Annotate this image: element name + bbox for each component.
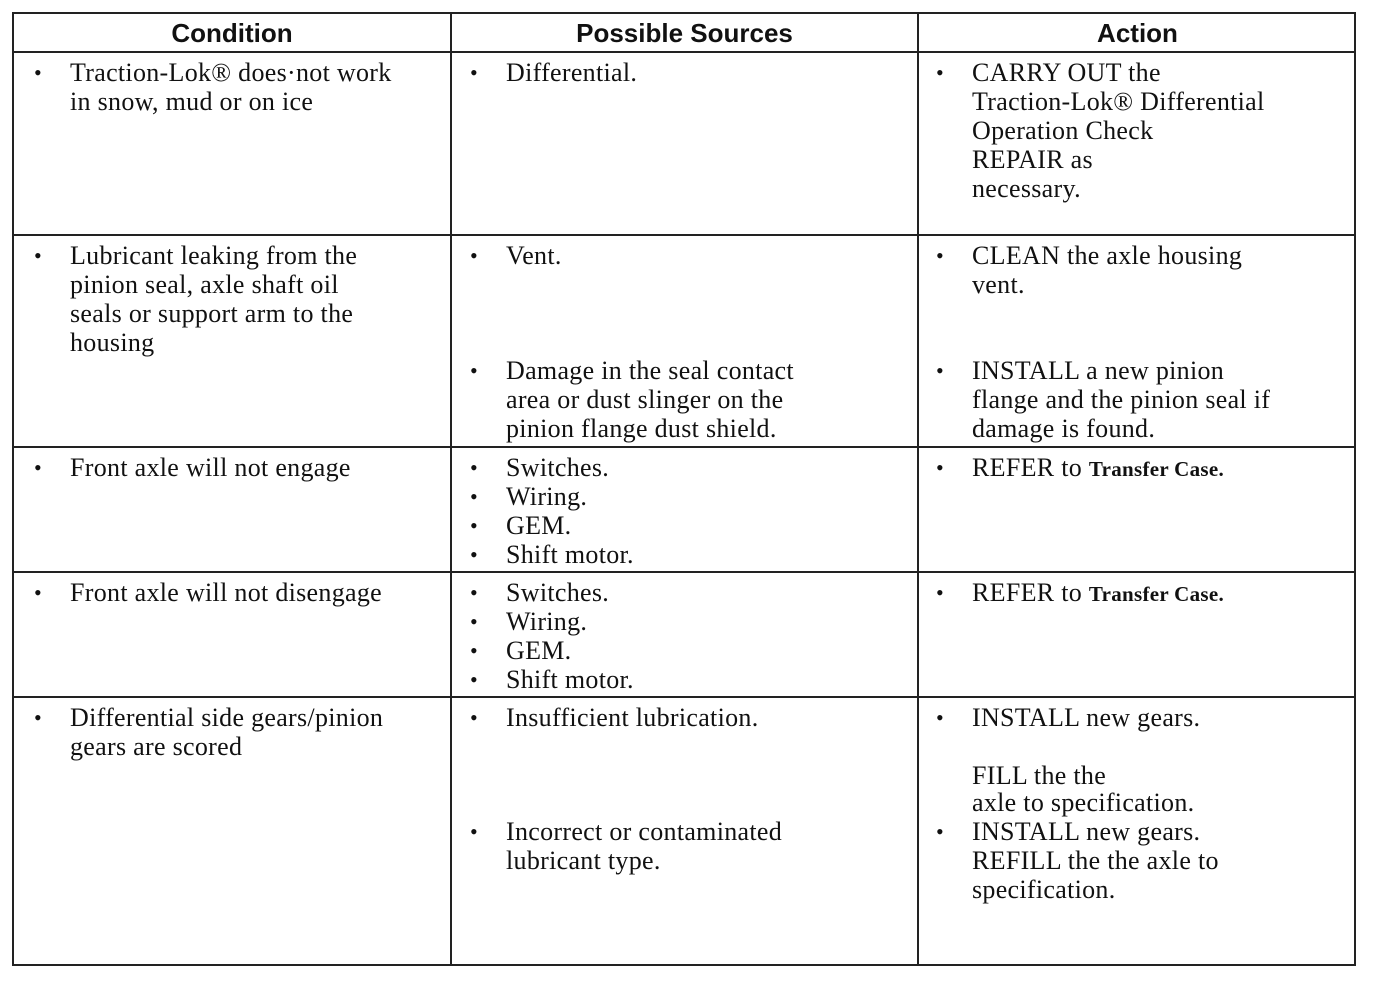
bullet: • — [469, 667, 478, 692]
refer-to-text: REFER to — [972, 578, 1083, 607]
source-text: Shift motor. — [506, 665, 634, 694]
source-text: Switches. — [506, 578, 610, 607]
header-action: Action — [1097, 18, 1178, 48]
source-text: Wiring. — [506, 607, 588, 636]
bullet: • — [469, 60, 478, 85]
condition-text: Front axle will not disengage — [70, 578, 382, 607]
source-text: GEM. — [506, 636, 572, 665]
diagnosis-table — [12, 12, 1356, 966]
action-text — [972, 578, 1350, 609]
bullet: • — [469, 580, 478, 605]
row-divider — [14, 571, 1354, 573]
action-text: INSTALL a new pinion flange and the pinion seal if damage is found. — [972, 356, 1271, 443]
bullet: • — [469, 609, 478, 634]
condition-text: Lubricant leaking from the pinion seal, axle shaft oil seals or support arm to the housing — [70, 241, 358, 357]
bullet: • — [469, 358, 478, 383]
row-divider — [14, 696, 1354, 698]
transfer-case-reference: Transfer Case. — [1088, 457, 1225, 481]
bullet: • — [935, 60, 944, 85]
bullet: • — [935, 580, 944, 605]
header-condition: Condition — [171, 18, 293, 48]
refer-to-text: REFER to — [972, 453, 1083, 482]
bullet: • — [935, 705, 944, 730]
action-text: INSTALL new gears. REFILL the the axle to specification. — [972, 817, 1219, 904]
bullet: • — [469, 484, 478, 509]
bullet: • — [33, 60, 42, 85]
transfer-case-reference: Transfer Case. — [1088, 582, 1225, 606]
bullet: • — [469, 705, 478, 730]
bullet: • — [469, 638, 478, 663]
bullet: • — [33, 243, 42, 268]
condition-text: Traction-Lok® does·not work in snow, mud or on ice — [70, 58, 392, 116]
action-text: CLEAN the axle housing vent. — [972, 241, 1243, 299]
source-text: Shift motor. — [506, 540, 634, 569]
source-text: Switches. — [506, 453, 610, 482]
bullet: • — [935, 243, 944, 268]
condition-text: Differential side gears/pinion gears are scored — [70, 703, 384, 761]
bullet: • — [935, 455, 944, 480]
column-divider — [917, 14, 919, 964]
bullet: • — [33, 705, 42, 730]
bullet: • — [469, 455, 478, 480]
bullet: • — [33, 455, 42, 480]
source-text: GEM. — [506, 511, 572, 540]
row-divider — [14, 446, 1354, 448]
bullet: • — [469, 513, 478, 538]
header-possible-sources: Possible Sources — [576, 18, 793, 48]
row-divider — [14, 234, 1354, 236]
source-text: Differential. — [506, 58, 638, 87]
bullet: • — [33, 580, 42, 605]
condition-text: Front axle will not engage — [70, 453, 351, 482]
action-text: CARRY OUT the Traction-Lok® Differential Operation Check REPAIR as necessary. — [972, 58, 1265, 203]
bullet: • — [469, 243, 478, 268]
bullet: • — [935, 358, 944, 383]
source-text: Incorrect or contaminated lubricant type. — [506, 817, 783, 875]
bullet: • — [935, 819, 944, 844]
source-text: Vent. — [506, 241, 562, 270]
source-text: Damage in the seal contact area or dust slinger on the pinion flange dust shield. — [506, 356, 794, 443]
action-text — [972, 453, 1350, 484]
column-divider — [450, 14, 452, 964]
action-text: INSTALL new gears. — [972, 703, 1201, 732]
bullet: • — [469, 819, 478, 844]
source-text: Insufficient lubrication. — [506, 703, 759, 732]
action-text: FILL the the axle to specification. — [972, 761, 1195, 817]
bullet: • — [469, 542, 478, 567]
source-text: Wiring. — [506, 482, 588, 511]
